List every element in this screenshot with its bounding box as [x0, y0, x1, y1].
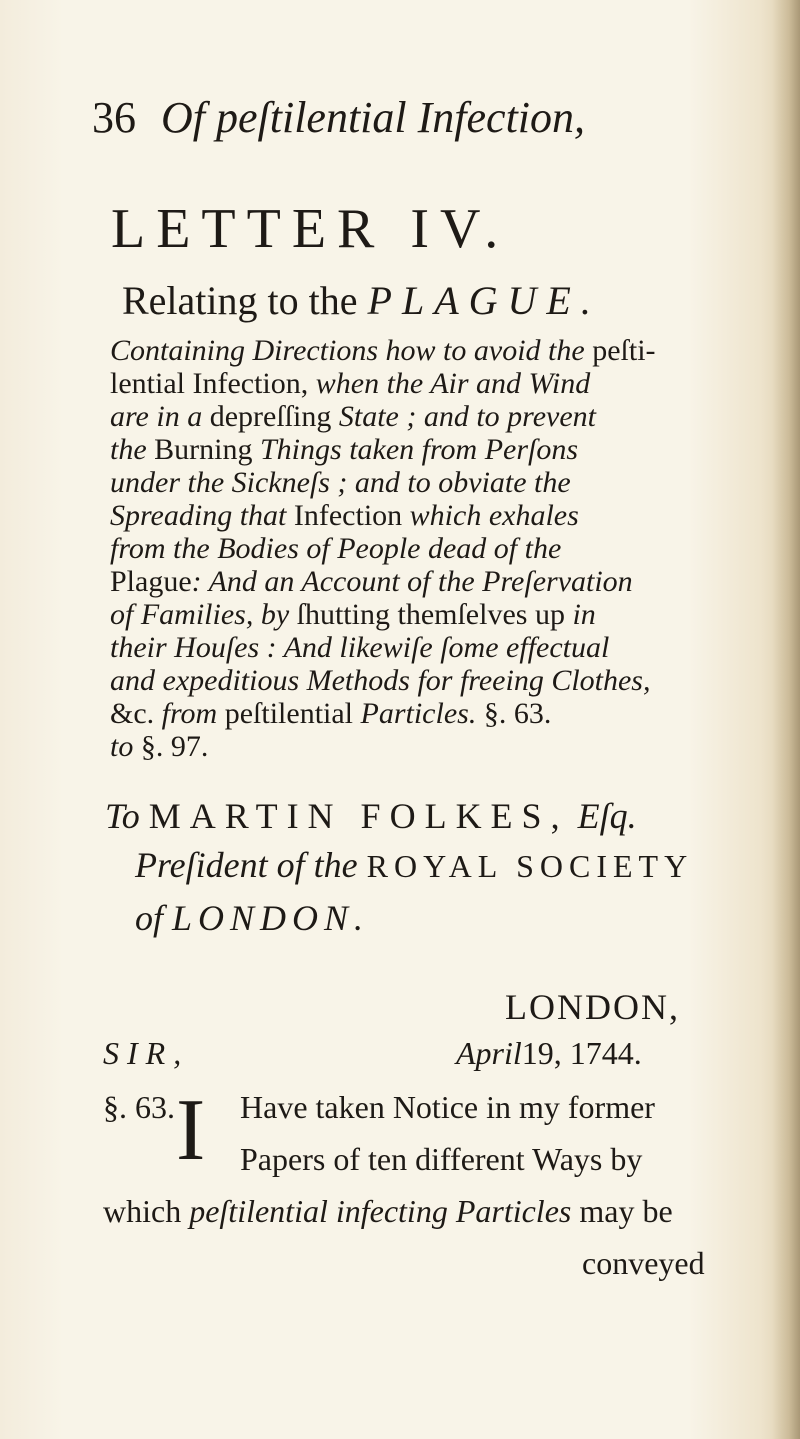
- dedication-to-word: To: [105, 796, 140, 836]
- contents-segment: of Families, by: [110, 598, 297, 631]
- contents-segment: to: [110, 730, 141, 763]
- of-word: of: [135, 898, 164, 938]
- contents-segment: &c.: [110, 697, 162, 730]
- paragraph-line-2: Papers of ten different Ways by: [240, 1141, 643, 1177]
- running-header: [92, 92, 585, 143]
- contents-line: [110, 501, 579, 531]
- letter-title: LETTER IV.: [111, 198, 510, 260]
- contents-line: [110, 534, 561, 564]
- dedication-name: MARTIN FOLKES,: [148, 796, 569, 836]
- contents-segment: Particles.: [360, 697, 477, 730]
- contents-segment: Things taken from Perſons: [260, 433, 579, 466]
- society-name: ROYAL SOCIETY: [366, 848, 694, 884]
- contents-segment: depreſſing: [209, 400, 339, 433]
- president-text: Preſident of the: [135, 845, 358, 885]
- dedication-to: [105, 795, 637, 837]
- contents-segment: and expeditious Methods for freeing Clothes,: [110, 664, 651, 697]
- contents-segment: Burning: [154, 433, 260, 466]
- contents-segment: : And an Account of the Preſervation: [191, 565, 633, 598]
- contents-line: [110, 666, 650, 696]
- contents-line: [110, 369, 590, 399]
- contents-line: [110, 402, 596, 432]
- contents-segment: Infection: [293, 499, 410, 532]
- drop-cap: I: [176, 1082, 206, 1179]
- contents-segment: ſhutting themſelves up: [296, 598, 573, 631]
- page-number: 36: [92, 93, 136, 142]
- contents-segment: under the Sickneſs ; and to obviate the: [110, 466, 571, 499]
- date-line: [456, 1035, 642, 1072]
- section-mark: §. 63.: [103, 1089, 175, 1125]
- contents-line: [110, 600, 596, 630]
- contents-segment: Plague: [110, 565, 192, 598]
- contents-segment: from: [161, 697, 225, 730]
- contents-segment: are in a: [110, 400, 210, 433]
- paragraph-line-3: [103, 1193, 673, 1230]
- dedication-president: [135, 844, 693, 886]
- relating-line: [122, 277, 601, 324]
- date-month: April: [456, 1035, 522, 1071]
- paragraph-line-1-rest: Have taken Notice in my former: [240, 1089, 655, 1125]
- contents-segment: their Houſes : And likewiſe ſome effectual: [110, 631, 610, 664]
- contents-segment: in: [572, 598, 596, 631]
- contents-segment: Spreading that: [110, 499, 294, 532]
- contents-line: [110, 633, 609, 663]
- date-rest: 19, 1744.: [521, 1035, 642, 1071]
- contents-segment: §. 63.: [476, 697, 552, 730]
- contents-segment: peſtilential: [224, 697, 361, 730]
- contents-segment: peſti-: [592, 334, 656, 367]
- city-name: LONDON.: [172, 898, 370, 938]
- contents-segment: State ; and to prevent: [338, 400, 597, 433]
- running-title: Of peſtilential Infection,: [161, 93, 586, 142]
- relating-prefix: Relating to the: [122, 278, 358, 323]
- dedication-esq: Eſq.: [577, 796, 637, 836]
- contents-segment: lential Infection,: [110, 367, 316, 400]
- contents-line: [110, 435, 578, 465]
- line3-pre: which: [103, 1193, 190, 1229]
- contents-line: [110, 336, 656, 366]
- page-edge-shadow: [772, 0, 800, 1439]
- place-line: LONDON,: [505, 987, 680, 1027]
- contents-segment: Containing Directions how to avoid the: [110, 334, 593, 367]
- contents-segment: §. 97.: [140, 730, 209, 763]
- dedication-city-line: [135, 897, 369, 939]
- paragraph-line-1: [103, 1089, 175, 1126]
- contents-line: [110, 567, 633, 597]
- contents-segment: the: [110, 433, 155, 466]
- contents-line: [110, 699, 551, 729]
- relating-subject: PLAGUE.: [367, 278, 601, 323]
- catchword: conveyed: [582, 1245, 705, 1281]
- contents-line: [110, 732, 208, 762]
- line3-italic: peſtilential infecting Particles: [189, 1193, 572, 1229]
- salutation: SIR,: [103, 1035, 190, 1071]
- line3-post: may be: [571, 1193, 673, 1229]
- contents-line: [110, 468, 571, 498]
- contents-segment: from the Bodies of People dead of the: [110, 532, 562, 565]
- contents-segment: when the Air and Wind: [315, 367, 591, 400]
- contents-segment: which exhales: [409, 499, 579, 532]
